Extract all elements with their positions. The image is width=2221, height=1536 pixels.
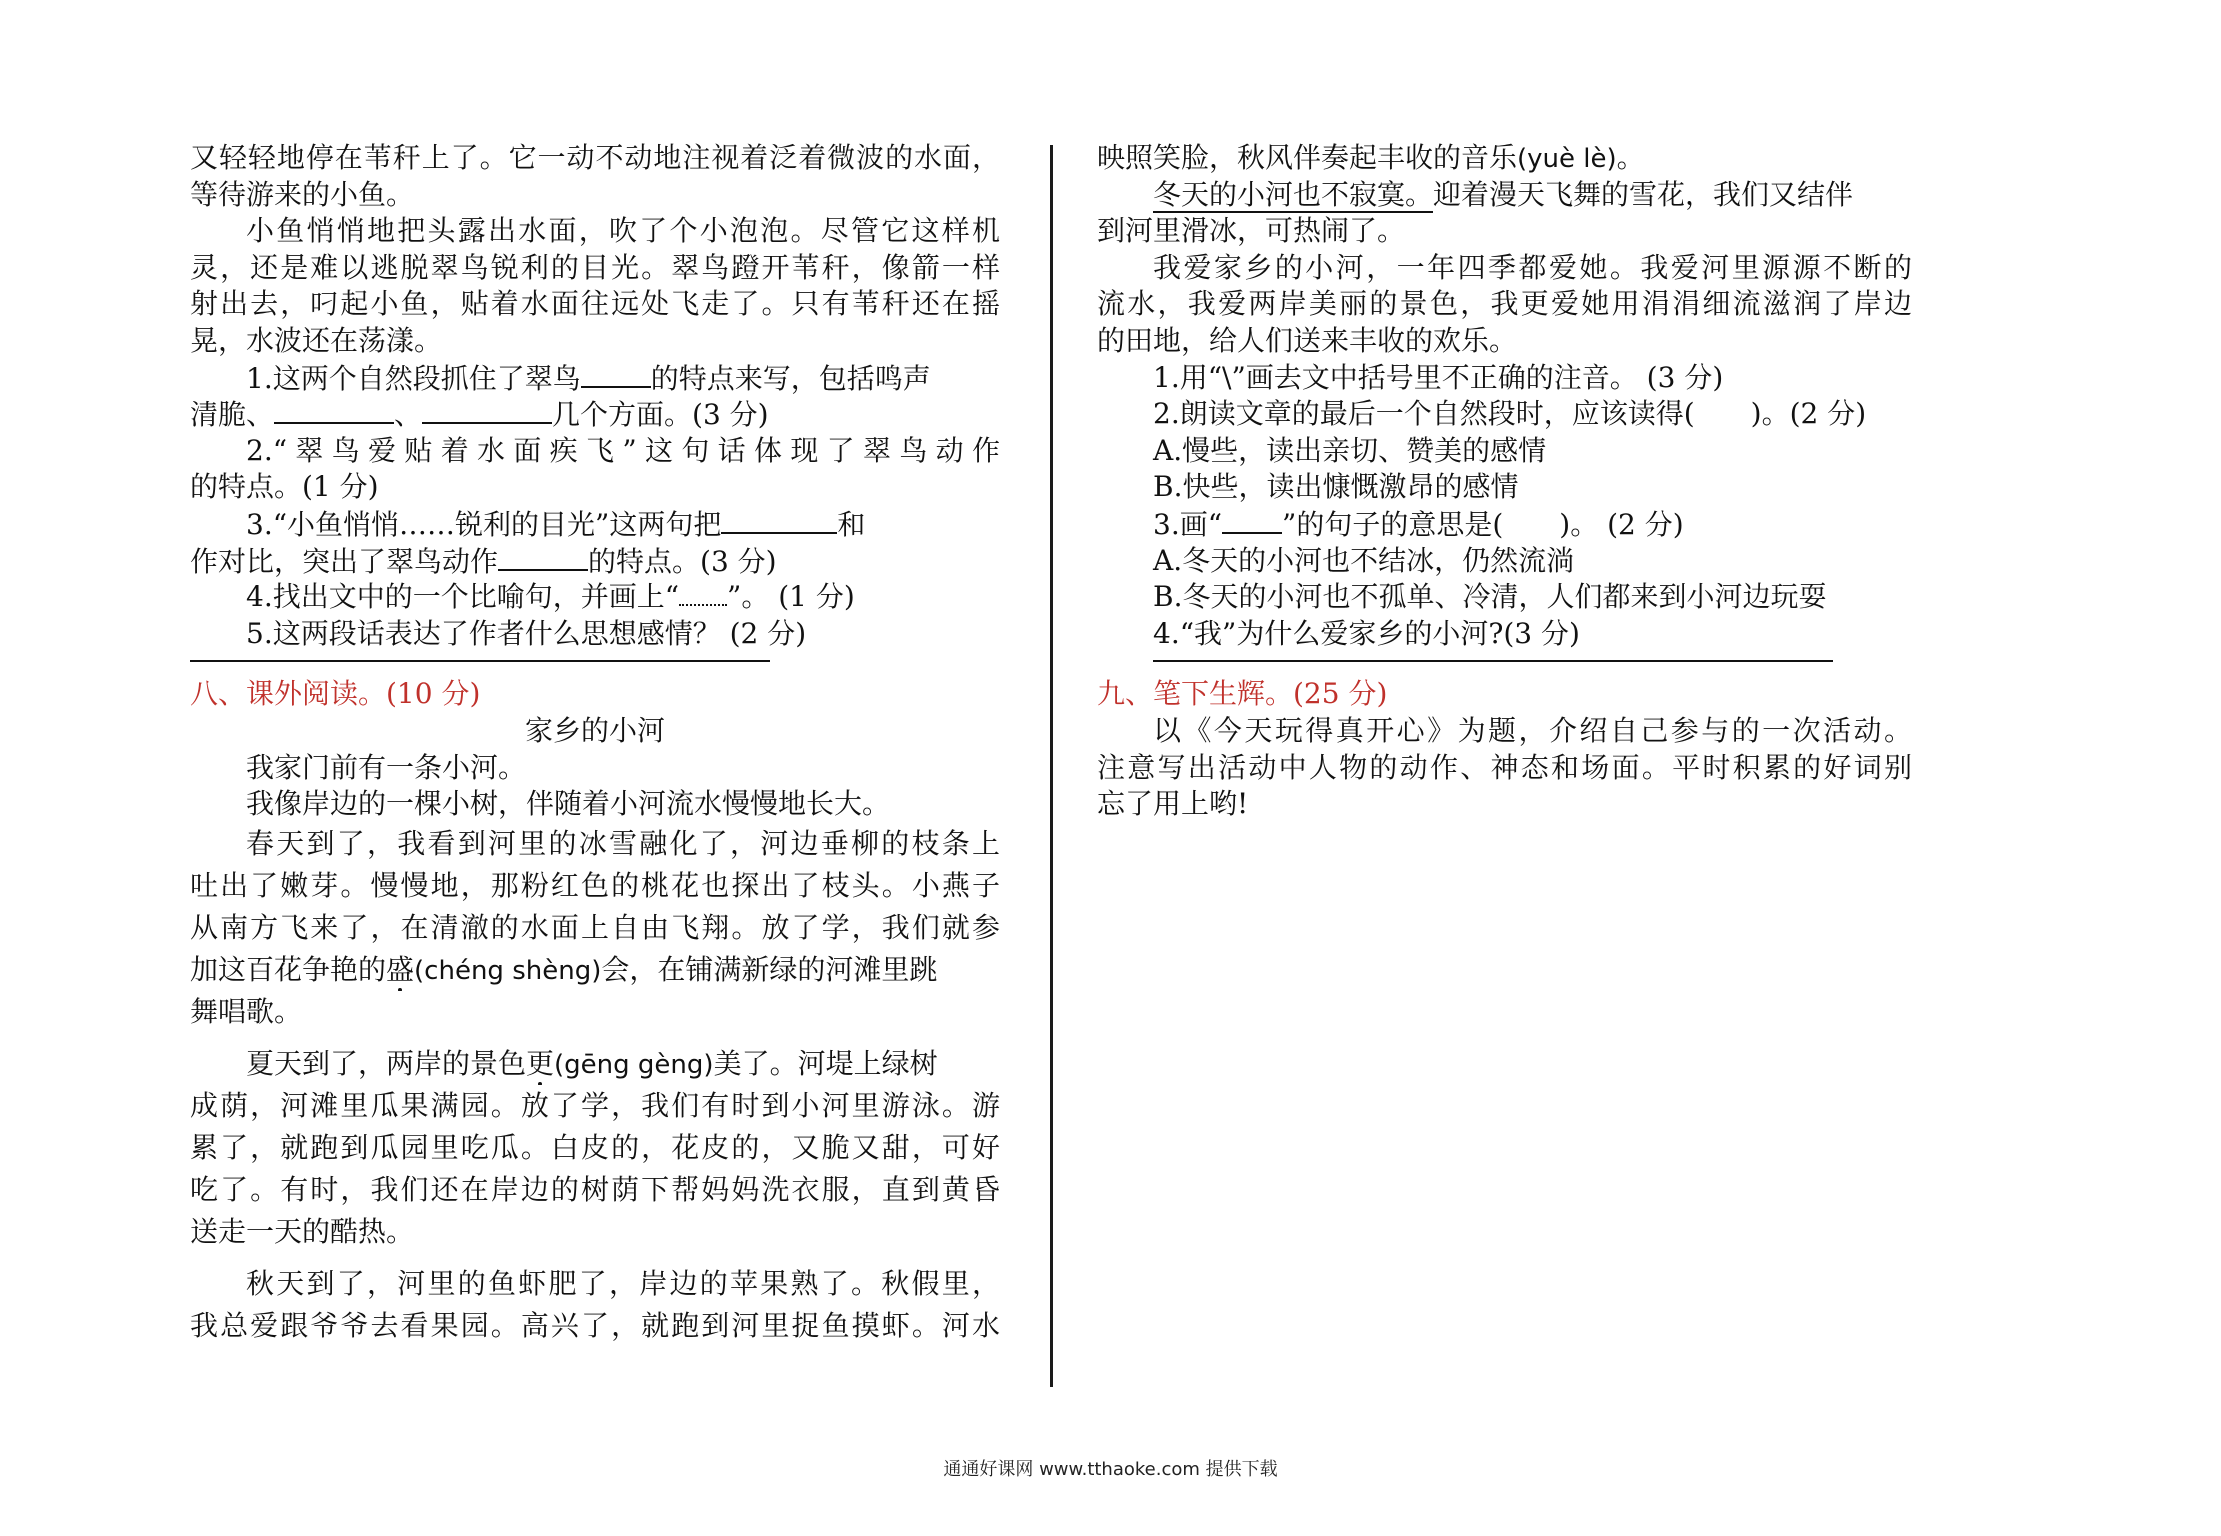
question-r4: 4.“我”为什么爱家乡的小河?(3 分) xyxy=(1153,616,1580,650)
prompt-line: 忘了用上哟! xyxy=(1097,787,1249,821)
story-title: 家乡的小河 xyxy=(524,713,665,747)
question-r2: 2.朗读文章的最后一个自然段时，应该读得( )。(2 分) xyxy=(1153,397,1867,431)
story-line: 我总爱跟爷爷去看果园。高兴了，就跑到河里捉鱼摸虾。河水 xyxy=(190,1308,1000,1342)
story-line: 成荫，河滩里瓜果满园。放了学，我们有时到小河里游泳。游 xyxy=(190,1088,1000,1122)
story-line: 舞唱歌。 xyxy=(190,994,303,1028)
passage-line: 射出去，叼起小鱼，贴着水面往远处飞走了。只有苇秆还在摇 xyxy=(190,287,1000,321)
right-column xyxy=(1097,140,1912,823)
story-line: 累了，就跑到瓜园里吃瓜。白皮的，花皮的，又脆又甜，可好 xyxy=(190,1130,1000,1164)
answer-blank[interactable] xyxy=(274,396,394,424)
story-line: 从南方飞来了，在清澈的水面上自由飞翔。放了学，我们就参 xyxy=(190,910,1000,944)
question-1-cont: 清脆、 、 几个方面。(3 分) xyxy=(190,398,769,432)
section-heading-8: 八、课外阅读。(10 分) xyxy=(190,677,481,711)
underlined-sentence: 冬天的小河也不寂寞。 xyxy=(1153,177,1434,211)
question-4: 4.找出文中的一个比喻句，并画上“ ”。 (1 分) xyxy=(246,580,855,614)
prompt-line: 注意写出活动中人物的动作、神态和场面。平时积累的好词别 xyxy=(1097,750,1912,784)
answer-line[interactable] xyxy=(190,660,770,662)
footer-credit: 通通好课网 www.tthaoke.com 提供下载 xyxy=(943,1459,1278,1480)
story-line: 吐出了嫩芽。慢慢地，那粉红色的桃花也探出了枝头。小燕子 xyxy=(190,868,1000,902)
left-column xyxy=(190,140,1000,1347)
story-line: 我爱家乡的小河，一年四季都爱她。我爱河里源源不断的 xyxy=(1153,250,1912,284)
question-r3: 3.画“ ”的句子的意思是( )。 (2 分) xyxy=(1153,507,1684,541)
question-3-cont: 作对比，突出了翠鸟动作 的特点。(3 分) xyxy=(190,544,777,578)
passage-line: 小鱼悄悄地把头露出水面，吹了个小泡泡。尽管它这样机 xyxy=(246,214,1000,248)
underline-sample xyxy=(1222,506,1282,534)
story-line: 映照笑脸，秋风伴奏起丰收的音乐(yuè lè)。 xyxy=(1097,141,1645,174)
story-line: 的田地，给人们送来丰收的欢乐。 xyxy=(1097,323,1518,357)
wavy-line-sample xyxy=(679,582,727,606)
passage-line: 又轻轻地停在苇秆上了。它一动不动地注视着泛着微波的水面， xyxy=(190,141,1000,174)
story-line: 到河里滑冰，可热闹了。 xyxy=(1097,214,1406,248)
passage-line: 等待游来的小鱼。 xyxy=(190,177,415,211)
question-1: 1.这两个自然段抓住了翠鸟 的特点来写，包括鸣声 xyxy=(246,361,931,395)
story-line: 秋天到了，河里的鱼虾肥了，岸边的苹果熟了。秋假里， xyxy=(246,1266,1000,1300)
option-b: B.快些，读出慷慨激昂的感情 xyxy=(1153,470,1519,504)
story-line: 加这百花争艳的盛(chéng shèng)会，在铺满新绿的河滩里跳 xyxy=(190,952,938,986)
question-r1: 1.用“\”画去文中括号里不正确的注音。 (3 分) xyxy=(1153,360,1724,394)
option-b: B.冬天的小河也不孤单、冷清，人们都来到小河边玩耍 xyxy=(1153,580,1827,614)
answer-blank[interactable] xyxy=(422,396,552,424)
question-2: 2.“翠鸟爱贴着水面疾飞”这句话体现了翠鸟动作 xyxy=(246,433,1000,467)
section-heading-9: 九、笔下生辉。(25 分) xyxy=(1097,677,1388,711)
passage-line: 晃，水波还在荡漾。 xyxy=(190,323,443,357)
option-a: A.慢些，读出亲切、赞美的感情 xyxy=(1153,433,1547,467)
story-line: 我像岸边的一棵小树，伴随着小河流水慢慢地长大。 xyxy=(246,787,891,821)
prompt-line: 以《今天玩得真开心》为题，介绍自己参与的一次活动。 xyxy=(1153,713,1912,747)
story-line: 冬天的小河也不寂寞。迎着漫天飞舞的雪花，我们又结伴 xyxy=(1153,177,1854,211)
story-line: 送走一天的酷热。 xyxy=(190,1214,415,1248)
option-a: A.冬天的小河也不结冰，仍然流淌 xyxy=(1153,543,1575,577)
answer-blank[interactable] xyxy=(581,360,651,388)
story-line: 春天到了，我看到河里的冰雪融化了，河边垂柳的枝条上 xyxy=(246,826,1000,860)
answer-blank[interactable] xyxy=(498,543,588,571)
column-divider xyxy=(1050,145,1053,1387)
story-line: 我家门前有一条小河。 xyxy=(246,750,527,784)
passage-line: 灵，还是难以逃脱翠鸟锐利的目光。翠鸟蹬开苇秆，像箭一样 xyxy=(190,250,1000,284)
question-2-cont: 的特点。(1 分) xyxy=(190,470,379,504)
answer-line[interactable] xyxy=(1153,660,1833,662)
answer-blank[interactable] xyxy=(721,506,837,534)
question-5: 5.这两段话表达了作者什么思想感情？ (2 分) xyxy=(246,616,807,650)
story-line: 夏天到了，两岸的景色更(gēng gèng)美了。河堤上绿树 xyxy=(246,1046,938,1080)
question-3: 3.“小鱼悄悄……锐利的目光”这两句把 和 xyxy=(246,507,866,541)
story-line: 流水，我爱两岸美丽的景色，我更爱她用涓涓细流滋润了岸边 xyxy=(1097,287,1912,321)
story-line: 吃了。有时，我们还在岸边的树荫下帮妈妈洗衣服，直到黄昏 xyxy=(190,1172,1000,1206)
